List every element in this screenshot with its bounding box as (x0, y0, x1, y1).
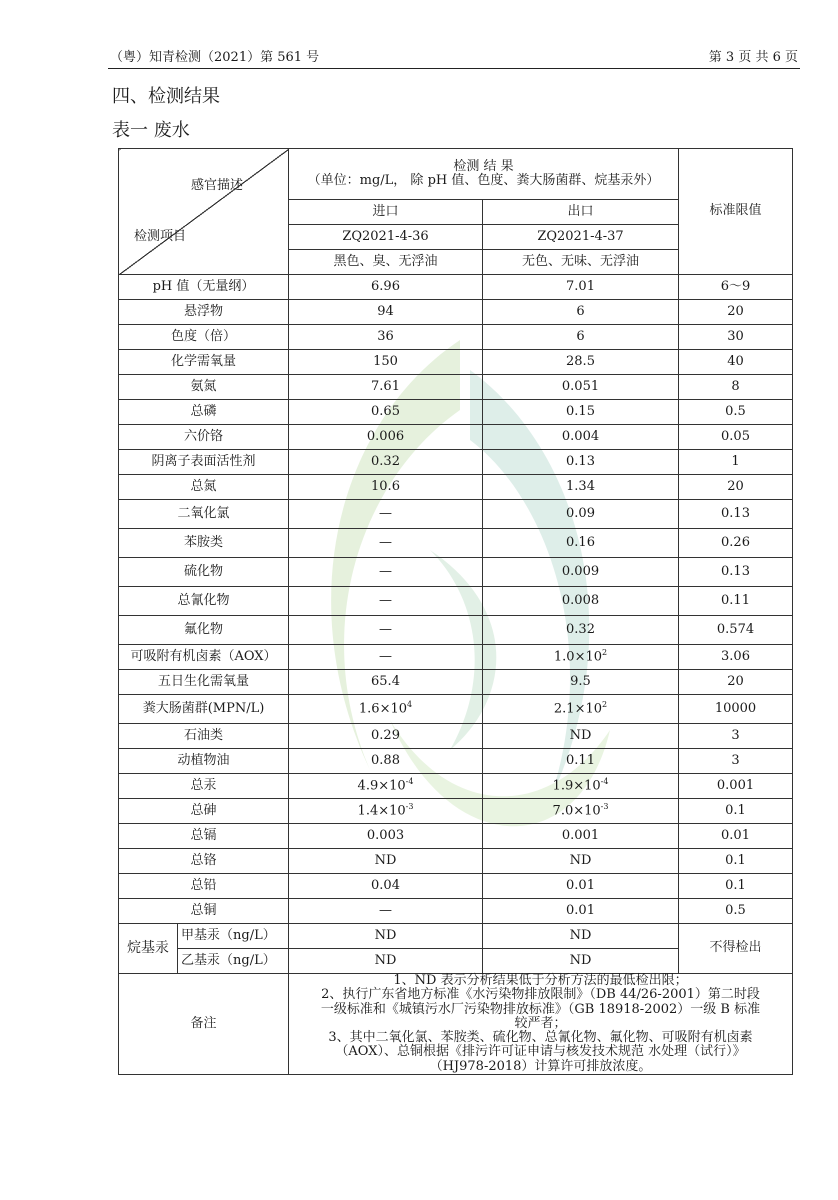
inlet-result (289, 275, 483, 300)
test-item: 石油类 (119, 724, 289, 749)
inlet-result-value: 6.96 (371, 278, 400, 294)
table-row (119, 350, 793, 375)
outlet-result-value: 0.11 (566, 752, 595, 768)
report-number: （粤）知青检测（2021）第 561 号 (110, 50, 320, 65)
standard-limit: 20 (679, 300, 793, 325)
outlet-result (483, 300, 679, 325)
inlet-result-value: 0.88 (371, 752, 400, 768)
inlet-result-value: — (379, 505, 392, 521)
inlet-result-value: — (379, 648, 392, 664)
inlet-result (289, 375, 483, 400)
inlet-result (289, 558, 483, 587)
standard-limit: 20 (679, 670, 793, 695)
notes-label: 备注 (119, 974, 289, 1075)
test-item: 可吸附有机卤素（AOX） (119, 645, 289, 670)
outlet-result-value: 0.051 (561, 378, 600, 394)
standard-limit: 不得检出 (679, 924, 793, 974)
outlet-result-value: 0.13 (566, 453, 595, 469)
table-title: 表一 废水 (112, 120, 190, 141)
inlet-result-value: — (379, 902, 392, 918)
test-item: 总氮 (119, 475, 289, 500)
standard-limit: 40 (679, 350, 793, 375)
table-row (119, 849, 793, 874)
inlet-label: 进口 (289, 200, 483, 225)
standard-limit: 0.11 (679, 587, 793, 616)
outlet-description: 无色、无味、无浮油 (483, 250, 679, 275)
outlet-result (483, 774, 679, 799)
table-row (119, 724, 793, 749)
inlet-result (289, 475, 483, 500)
outlet-result (483, 400, 679, 425)
outlet-result-value: 0.009 (561, 563, 600, 579)
inlet-result (289, 587, 483, 616)
test-item: 氨氮 (119, 375, 289, 400)
standard-limit: 0.5 (679, 400, 793, 425)
inlet-description: 黑色、臭、无浮油 (289, 250, 483, 275)
inlet-result (289, 400, 483, 425)
table-row (119, 587, 793, 616)
test-item: 总铬 (119, 849, 289, 874)
page-indicator: 第 3 页 共 6 页 (708, 50, 798, 65)
outlet-result-value: 6 (576, 303, 585, 319)
table-row (119, 924, 793, 949)
sensory-description-label: 感官描述 (190, 178, 243, 193)
test-item: 氟化物 (119, 616, 289, 645)
test-item: 苯胺类 (119, 529, 289, 558)
standard-limit: 0.26 (679, 529, 793, 558)
outlet-result (483, 645, 679, 670)
inlet-result-exponent: 4 (407, 700, 413, 710)
outlet-result (483, 475, 679, 500)
standard-limit: 3 (679, 724, 793, 749)
test-item: 硫化物 (119, 558, 289, 587)
inlet-result (289, 350, 483, 375)
test-item: 总镉 (119, 824, 289, 849)
outlet-result: ND (483, 949, 679, 974)
outlet-result-value: 0.01 (566, 877, 595, 893)
table-row (119, 874, 793, 899)
inlet-result-value: 10.6 (371, 478, 400, 494)
results-header (289, 149, 679, 200)
standard-limit: 0.1 (679, 849, 793, 874)
inlet-result-value: 65.4 (371, 673, 400, 689)
test-item: 悬浮物 (119, 300, 289, 325)
inlet-result (289, 529, 483, 558)
inlet-result: ND (289, 924, 483, 949)
standard-limit: 0.1 (679, 874, 793, 899)
outlet-result (483, 799, 679, 824)
outlet-result (483, 529, 679, 558)
results-table (118, 148, 793, 1075)
standard-limit: 0.1 (679, 799, 793, 824)
outlet-result-value: 0.008 (561, 592, 600, 608)
inlet-sample-code: ZQ2021-4-36 (289, 225, 483, 250)
outlet-result-value: 28.5 (566, 353, 595, 369)
standard-limit: 6～9 (679, 275, 793, 300)
table-row (119, 824, 793, 849)
outlet-result-value: 6 (576, 328, 585, 344)
note-line: 3、其中二氧化氯、苯胺类、硫化物、总氰化物、氟化物、可吸附有机卤素 (328, 1030, 753, 1046)
outlet-result: ND (483, 924, 679, 949)
inlet-result-value: 150 (373, 353, 398, 369)
test-item: 总氰化物 (119, 587, 289, 616)
standard-limit: 10000 (679, 695, 793, 724)
inlet-result (289, 874, 483, 899)
inlet-result-value: 0.04 (371, 877, 400, 893)
inlet-result (289, 749, 483, 774)
inlet-result-value: — (379, 534, 392, 550)
table-row (119, 325, 793, 350)
table-row (119, 616, 793, 645)
outlet-result-value: 0.15 (566, 403, 595, 419)
inlet-result-exponent: -4 (405, 777, 414, 787)
test-item: 总铅 (119, 874, 289, 899)
table-row (119, 799, 793, 824)
inlet-result-value: 4.9×10 (357, 778, 406, 794)
standard-limit: 8 (679, 375, 793, 400)
standard-limit: 0.001 (679, 774, 793, 799)
outlet-result-value: 0.01 (566, 902, 595, 918)
test-item: pH 值（无量纲） (119, 275, 289, 300)
standard-limit: 3 (679, 749, 793, 774)
inlet-result: ND (289, 949, 483, 974)
outlet-result-value: 1.9×10 (552, 778, 601, 794)
note-line: （HJ978-2018）计算许可排放浓度。 (429, 1058, 652, 1074)
notes-row (119, 974, 793, 1075)
results-unit-note: （单位：mg/L， 除 pH 值、色度、粪大肠菌群、烷基汞外） (307, 173, 660, 188)
inlet-result (289, 695, 483, 724)
inlet-result (289, 724, 483, 749)
standard-limit: 0.13 (679, 500, 793, 529)
inlet-result-value: 0.006 (366, 428, 405, 444)
inlet-result (289, 325, 483, 350)
inlet-result-value: 94 (377, 303, 394, 319)
header-divider (108, 68, 800, 69)
outlet-result (483, 670, 679, 695)
outlet-result-value: 1.0×10 (553, 649, 602, 665)
table-row (119, 400, 793, 425)
inlet-result-value: 36 (377, 328, 394, 344)
outlet-result (483, 695, 679, 724)
inlet-result-value: — (379, 563, 392, 579)
table-row (119, 375, 793, 400)
notes-content (289, 974, 793, 1075)
test-item: 化学需氧量 (119, 350, 289, 375)
outlet-result-value: 0.004 (561, 428, 600, 444)
inlet-result-value: 0.32 (371, 453, 400, 469)
outlet-result-value: 0.001 (561, 827, 600, 843)
table-row (119, 475, 793, 500)
inlet-result (289, 774, 483, 799)
outlet-result-value: 7.0×10 (552, 803, 601, 819)
outlet-result-value: 2.1×10 (553, 701, 602, 717)
table-row (119, 774, 793, 799)
outlet-result-exponent: -4 (600, 777, 609, 787)
inlet-result-exponent: -3 (405, 802, 414, 812)
inlet-result (289, 300, 483, 325)
standard-limit: 1 (679, 450, 793, 475)
inlet-result-value: — (379, 621, 392, 637)
outlet-result (483, 500, 679, 529)
section-title: 四、检测结果 (112, 86, 220, 107)
test-item: 六价铬 (119, 425, 289, 450)
test-item: 总磷 (119, 400, 289, 425)
results-title: 检测 结 果 (453, 158, 514, 174)
outlet-result (483, 275, 679, 300)
inlet-result (289, 425, 483, 450)
inlet-result (289, 645, 483, 670)
standard-limit: 0.05 (679, 425, 793, 450)
test-item: 总铜 (119, 899, 289, 924)
standard-limit: 0.574 (679, 616, 793, 645)
standard-limit: 30 (679, 325, 793, 350)
outlet-result (483, 375, 679, 400)
outlet-result (483, 824, 679, 849)
table-row (119, 558, 793, 587)
inlet-result (289, 799, 483, 824)
table-row (119, 300, 793, 325)
note-line: 较严者； (514, 1015, 567, 1031)
inlet-result-value: 1.6×10 (358, 701, 407, 717)
outlet-result-value: 7.01 (566, 278, 595, 294)
test-item: 粪大肠菌群(MPN/L) (119, 695, 289, 724)
outlet-result-exponent: -3 (600, 802, 609, 812)
alkyl-mercury-label: 烷基汞 (119, 924, 178, 974)
table-row (119, 450, 793, 475)
inlet-result (289, 450, 483, 475)
outlet-result-value: 0.09 (566, 505, 595, 521)
inlet-result-value: ND (374, 852, 397, 868)
test-item: 总汞 (119, 774, 289, 799)
test-item: 甲基汞（ng/L） (178, 924, 289, 949)
inlet-result (289, 899, 483, 924)
test-item: 五日生化需氧量 (119, 670, 289, 695)
inlet-result-value: 0.29 (371, 727, 400, 743)
standard-limit: 0.5 (679, 899, 793, 924)
inlet-result (289, 824, 483, 849)
diagonal-header-cell (119, 149, 289, 275)
outlet-result (483, 749, 679, 774)
outlet-result-exponent: 2 (602, 700, 608, 710)
table-row (119, 899, 793, 924)
outlet-result-value: ND (569, 727, 592, 743)
table-row (119, 670, 793, 695)
outlet-result (483, 874, 679, 899)
inlet-result (289, 849, 483, 874)
outlet-result-exponent: 2 (602, 648, 608, 658)
table-row (119, 275, 793, 300)
standard-limit: 0.13 (679, 558, 793, 587)
outlet-result (483, 899, 679, 924)
outlet-label: 出口 (483, 200, 679, 225)
outlet-result (483, 616, 679, 645)
note-line: （AOX）、总铜根据《排污许可证申请与核发技术规范 水处理（试行）》 (335, 1044, 746, 1060)
inlet-result (289, 670, 483, 695)
outlet-result-value: 1.34 (566, 478, 595, 494)
outlet-result-value: 0.16 (566, 534, 595, 550)
outlet-result (483, 425, 679, 450)
inlet-result-value: — (379, 592, 392, 608)
table-row (119, 529, 793, 558)
outlet-result-value: ND (569, 852, 592, 868)
standard-limit: 20 (679, 475, 793, 500)
table-row (119, 645, 793, 670)
outlet-result-value: 9.5 (570, 673, 591, 689)
test-item: 总砷 (119, 799, 289, 824)
outlet-result-value: 0.32 (566, 621, 595, 637)
outlet-result (483, 350, 679, 375)
test-item: 乙基汞（ng/L） (178, 949, 289, 974)
table-row (119, 425, 793, 450)
note-line: 一级标准和《城镇污水厂污染物排放标准》（GB 18918-2002）一级 B 标准 (320, 1001, 761, 1017)
table-row (119, 500, 793, 529)
test-item: 阴离子表面活性剂 (119, 450, 289, 475)
note-line: 1、ND 表示分析结果低于分析方法的最低检出限； (393, 973, 688, 988)
page-header (110, 46, 798, 68)
outlet-sample-code: ZQ2021-4-37 (483, 225, 679, 250)
inlet-result-value: 0.003 (366, 827, 405, 843)
inlet-result (289, 500, 483, 529)
test-item: 动植物油 (119, 749, 289, 774)
outlet-result (483, 558, 679, 587)
outlet-result (483, 724, 679, 749)
outlet-result (483, 849, 679, 874)
standard-limit: 0.01 (679, 824, 793, 849)
outlet-result (483, 587, 679, 616)
test-item: 色度（倍） (119, 325, 289, 350)
outlet-result (483, 325, 679, 350)
inlet-result-value: 1.4×10 (357, 803, 406, 819)
table-row (119, 749, 793, 774)
standard-limit: 3.06 (679, 645, 793, 670)
outlet-result (483, 450, 679, 475)
standard-limit-header: 标准限值 (679, 149, 793, 275)
inlet-result-value: 0.65 (371, 403, 400, 419)
table-row (119, 695, 793, 724)
note-line: 2、执行广东省地方标准《水污染物排放限制》（DB 44/26-2001）第二时段 (321, 987, 760, 1003)
test-item: 二氧化氯 (119, 500, 289, 529)
inlet-result-value: 7.61 (371, 378, 400, 394)
inlet-result (289, 616, 483, 645)
test-item-label: 检测项目 (134, 228, 187, 244)
